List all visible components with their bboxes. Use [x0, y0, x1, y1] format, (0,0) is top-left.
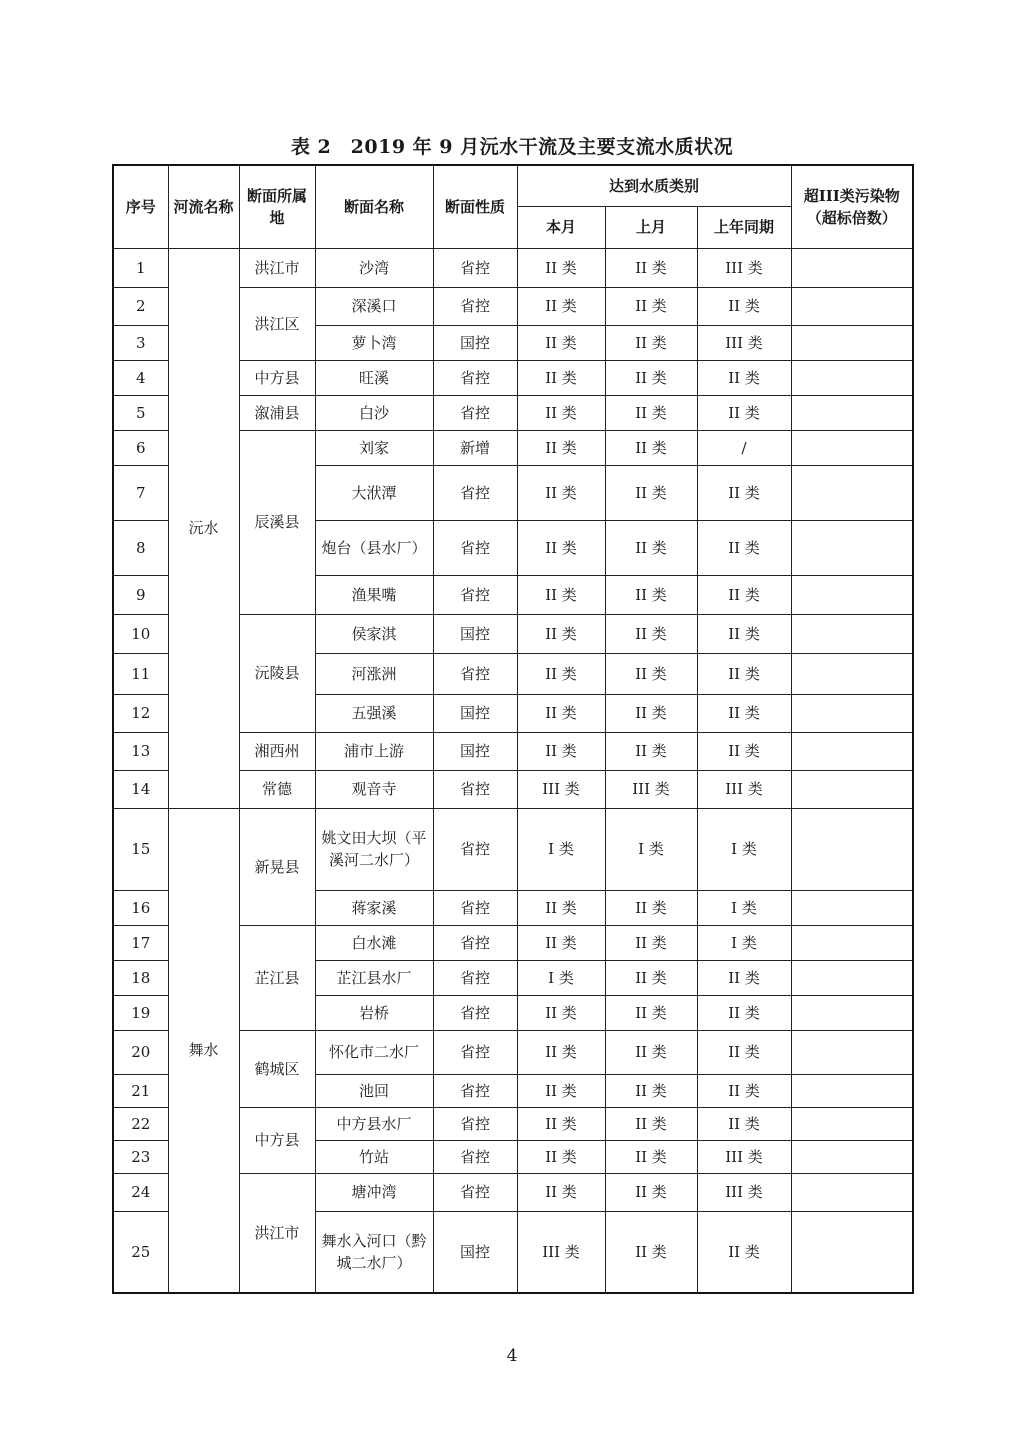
section-name-cell: 观音寺	[315, 770, 433, 808]
section-name-cell: 浦市上游	[315, 732, 433, 770]
water-quality-table	[112, 164, 914, 1294]
table-row	[113, 808, 913, 890]
seq-cell: 17	[113, 925, 168, 960]
header-last-year: 上年同期	[697, 206, 791, 248]
section-name-cell: 深溪口	[315, 287, 433, 325]
section-name-cell: 大洑潭	[315, 465, 433, 520]
class-this-month-cell: II 类	[517, 575, 605, 614]
class-last-year-cell: II 类	[697, 732, 791, 770]
seq-cell: 14	[113, 770, 168, 808]
header-exceed: 超III类污染物（超标倍数）	[791, 165, 913, 248]
location-cell: 溆浦县	[239, 395, 315, 430]
class-last-month-cell: II 类	[605, 1107, 697, 1140]
class-last-year-cell: II 类	[697, 614, 791, 653]
exceed-cell	[791, 890, 913, 925]
section-name-cell: 岩桥	[315, 995, 433, 1030]
header-location: 断面所属地	[239, 165, 315, 248]
seq-cell: 11	[113, 653, 168, 694]
section-name-cell: 旺溪	[315, 360, 433, 395]
section-nature-cell: 国控	[433, 732, 517, 770]
class-this-month-cell: II 类	[517, 1030, 605, 1074]
section-name-cell: 中方县水厂	[315, 1107, 433, 1140]
class-this-month-cell: II 类	[517, 925, 605, 960]
class-last-month-cell: II 类	[605, 1140, 697, 1173]
exceed-cell	[791, 430, 913, 465]
section-nature-cell: 国控	[433, 694, 517, 732]
exceed-cell	[791, 465, 913, 520]
exceed-cell	[791, 325, 913, 360]
table-title: 表 2 2019 年 9 月沅水干流及主要支流水质状况	[290, 136, 734, 158]
section-nature-cell: 省控	[433, 1107, 517, 1140]
section-name-cell: 河涨洲	[315, 653, 433, 694]
seq-cell: 5	[113, 395, 168, 430]
section-nature-cell: 省控	[433, 465, 517, 520]
location-cell: 洪江市	[239, 1173, 315, 1293]
section-nature-cell: 省控	[433, 1173, 517, 1211]
class-this-month-cell: III 类	[517, 1211, 605, 1293]
seq-cell: 21	[113, 1074, 168, 1107]
seq-cell: 10	[113, 614, 168, 653]
class-last-month-cell: II 类	[605, 360, 697, 395]
exceed-cell	[791, 1173, 913, 1211]
class-last-month-cell: II 类	[605, 1173, 697, 1211]
exceed-cell	[791, 770, 913, 808]
section-name-cell: 池回	[315, 1074, 433, 1107]
class-last-month-cell: II 类	[605, 248, 697, 287]
class-last-month-cell: I 类	[605, 808, 697, 890]
class-last-year-cell: II 类	[697, 520, 791, 575]
exceed-cell	[791, 1107, 913, 1140]
class-this-month-cell: II 类	[517, 1140, 605, 1173]
seq-cell: 2	[113, 287, 168, 325]
section-nature-cell: 国控	[433, 1211, 517, 1293]
section-nature-cell: 省控	[433, 960, 517, 995]
section-name-cell: 刘家	[315, 430, 433, 465]
class-last-month-cell: II 类	[605, 732, 697, 770]
class-last-year-cell: II 类	[697, 995, 791, 1030]
class-this-month-cell: II 类	[517, 520, 605, 575]
seq-cell: 8	[113, 520, 168, 575]
class-last-year-cell: I 类	[697, 925, 791, 960]
location-cell: 中方县	[239, 1107, 315, 1173]
class-this-month-cell: II 类	[517, 732, 605, 770]
seq-cell: 3	[113, 325, 168, 360]
seq-cell: 7	[113, 465, 168, 520]
header-this-month: 本月	[517, 206, 605, 248]
class-last-year-cell: II 类	[697, 465, 791, 520]
exceed-cell	[791, 287, 913, 325]
section-name-cell: 白沙	[315, 395, 433, 430]
class-this-month-cell: I 类	[517, 808, 605, 890]
class-this-month-cell: II 类	[517, 325, 605, 360]
section-name-cell: 白水滩	[315, 925, 433, 960]
class-last-year-cell: II 类	[697, 395, 791, 430]
location-cell: 洪江区	[239, 287, 315, 360]
exceed-cell	[791, 1074, 913, 1107]
class-last-month-cell: II 类	[605, 653, 697, 694]
section-nature-cell: 省控	[433, 890, 517, 925]
class-this-month-cell: II 类	[517, 614, 605, 653]
section-name-cell: 舞水入河口（黔城二水厂）	[315, 1211, 433, 1293]
class-last-month-cell: II 类	[605, 890, 697, 925]
class-last-year-cell: /	[697, 430, 791, 465]
header-last-month: 上月	[605, 206, 697, 248]
class-last-year-cell: II 类	[697, 653, 791, 694]
section-nature-cell: 省控	[433, 770, 517, 808]
section-nature-cell: 省控	[433, 395, 517, 430]
seq-cell: 9	[113, 575, 168, 614]
section-name-cell: 芷江县水厂	[315, 960, 433, 995]
section-name-cell: 沙湾	[315, 248, 433, 287]
class-this-month-cell: II 类	[517, 890, 605, 925]
section-nature-cell: 省控	[433, 287, 517, 325]
section-name-cell: 怀化市二水厂	[315, 1030, 433, 1074]
location-cell: 中方县	[239, 360, 315, 395]
seq-cell: 19	[113, 995, 168, 1030]
section-name-cell: 塘冲湾	[315, 1173, 433, 1211]
location-cell: 辰溪县	[239, 430, 315, 614]
table-row	[113, 248, 913, 287]
seq-cell: 12	[113, 694, 168, 732]
class-this-month-cell: II 类	[517, 360, 605, 395]
exceed-cell	[791, 1030, 913, 1074]
exceed-cell	[791, 995, 913, 1030]
exceed-cell	[791, 575, 913, 614]
class-this-month-cell: II 类	[517, 287, 605, 325]
class-this-month-cell: II 类	[517, 653, 605, 694]
seq-cell: 23	[113, 1140, 168, 1173]
class-last-year-cell: II 类	[697, 287, 791, 325]
section-nature-cell: 省控	[433, 1074, 517, 1107]
class-this-month-cell: II 类	[517, 465, 605, 520]
section-name-cell: 姚文田大坝（平溪河二水厂）	[315, 808, 433, 890]
class-last-year-cell: II 类	[697, 960, 791, 995]
exceed-cell	[791, 960, 913, 995]
class-this-month-cell: II 类	[517, 248, 605, 287]
seq-cell: 6	[113, 430, 168, 465]
seq-cell: 20	[113, 1030, 168, 1074]
class-this-month-cell: II 类	[517, 1173, 605, 1211]
section-nature-cell: 省控	[433, 1030, 517, 1074]
class-last-month-cell: II 类	[605, 1030, 697, 1074]
exceed-cell	[791, 248, 913, 287]
class-last-year-cell: II 类	[697, 1030, 791, 1074]
class-last-month-cell: II 类	[605, 465, 697, 520]
exceed-cell	[791, 694, 913, 732]
class-this-month-cell: II 类	[517, 995, 605, 1030]
class-this-month-cell: II 类	[517, 694, 605, 732]
class-last-month-cell: II 类	[605, 395, 697, 430]
class-last-year-cell: III 类	[697, 1173, 791, 1211]
class-this-month-cell: II 类	[517, 395, 605, 430]
page-number: 4	[506, 1346, 518, 1366]
class-last-year-cell: II 类	[697, 360, 791, 395]
exceed-cell	[791, 360, 913, 395]
exceed-cell	[791, 808, 913, 890]
class-this-month-cell: II 类	[517, 430, 605, 465]
class-last-month-cell: III 类	[605, 770, 697, 808]
section-nature-cell: 省控	[433, 808, 517, 890]
section-nature-cell: 国控	[433, 614, 517, 653]
header-seq: 序号	[113, 165, 168, 248]
class-last-year-cell: I 类	[697, 808, 791, 890]
class-last-month-cell: II 类	[605, 520, 697, 575]
location-cell: 鹤城区	[239, 1030, 315, 1107]
header-class-group: 达到水质类别	[517, 165, 791, 206]
section-name-cell: 竹站	[315, 1140, 433, 1173]
exceed-cell	[791, 732, 913, 770]
section-name-cell: 渔果嘴	[315, 575, 433, 614]
section-name-cell: 侯家淇	[315, 614, 433, 653]
exceed-cell	[791, 1140, 913, 1173]
class-this-month-cell: III 类	[517, 770, 605, 808]
section-nature-cell: 新增	[433, 430, 517, 465]
section-nature-cell: 省控	[433, 925, 517, 960]
class-last-month-cell: II 类	[605, 694, 697, 732]
table-body	[113, 248, 913, 1293]
class-last-year-cell: II 类	[697, 1107, 791, 1140]
class-last-year-cell: II 类	[697, 575, 791, 614]
header-section-name: 断面名称	[315, 165, 433, 248]
seq-cell: 25	[113, 1211, 168, 1293]
seq-cell: 18	[113, 960, 168, 995]
seq-cell: 16	[113, 890, 168, 925]
location-cell: 常德	[239, 770, 315, 808]
section-nature-cell: 省控	[433, 360, 517, 395]
location-cell: 湘西州	[239, 732, 315, 770]
header-river: 河流名称	[168, 165, 239, 248]
header-section-nature: 断面性质	[433, 165, 517, 248]
class-last-year-cell: III 类	[697, 770, 791, 808]
seq-cell: 1	[113, 248, 168, 287]
seq-cell: 13	[113, 732, 168, 770]
section-name-cell: 萝卜湾	[315, 325, 433, 360]
class-last-year-cell: III 类	[697, 1140, 791, 1173]
section-name-cell: 蒋家溪	[315, 890, 433, 925]
section-nature-cell: 省控	[433, 575, 517, 614]
section-nature-cell: 省控	[433, 653, 517, 694]
class-last-year-cell: II 类	[697, 1211, 791, 1293]
exceed-cell	[791, 614, 913, 653]
seq-cell: 22	[113, 1107, 168, 1140]
location-cell: 沅陵县	[239, 614, 315, 732]
class-this-month-cell: II 类	[517, 1074, 605, 1107]
exceed-cell	[791, 395, 913, 430]
section-nature-cell: 省控	[433, 248, 517, 287]
class-last-year-cell: II 类	[697, 1074, 791, 1107]
exceed-cell	[791, 1211, 913, 1293]
location-cell: 新晃县	[239, 808, 315, 925]
class-last-month-cell: II 类	[605, 325, 697, 360]
class-last-year-cell: III 类	[697, 248, 791, 287]
exceed-cell	[791, 520, 913, 575]
section-name-cell: 五强溪	[315, 694, 433, 732]
exceed-cell	[791, 925, 913, 960]
river-cell: 舞水	[168, 808, 239, 1293]
section-nature-cell: 省控	[433, 1140, 517, 1173]
section-nature-cell: 省控	[433, 995, 517, 1030]
class-last-year-cell: II 类	[697, 694, 791, 732]
class-last-month-cell: II 类	[605, 614, 697, 653]
section-name-cell: 炮台（县水厂）	[315, 520, 433, 575]
seq-cell: 4	[113, 360, 168, 395]
class-last-month-cell: II 类	[605, 995, 697, 1030]
class-this-month-cell: II 类	[517, 1107, 605, 1140]
class-last-month-cell: II 类	[605, 575, 697, 614]
class-last-month-cell: II 类	[605, 287, 697, 325]
class-last-year-cell: III 类	[697, 325, 791, 360]
seq-cell: 15	[113, 808, 168, 890]
class-last-month-cell: II 类	[605, 1211, 697, 1293]
location-cell: 芷江县	[239, 925, 315, 1030]
river-cell: 沅水	[168, 248, 239, 808]
class-last-month-cell: II 类	[605, 430, 697, 465]
location-cell: 洪江市	[239, 248, 315, 287]
seq-cell: 24	[113, 1173, 168, 1211]
class-last-month-cell: II 类	[605, 925, 697, 960]
class-this-month-cell: I 类	[517, 960, 605, 995]
class-last-month-cell: II 类	[605, 960, 697, 995]
class-last-month-cell: II 类	[605, 1074, 697, 1107]
section-nature-cell: 省控	[433, 520, 517, 575]
class-last-year-cell: I 类	[697, 890, 791, 925]
exceed-cell	[791, 653, 913, 694]
section-nature-cell: 国控	[433, 325, 517, 360]
